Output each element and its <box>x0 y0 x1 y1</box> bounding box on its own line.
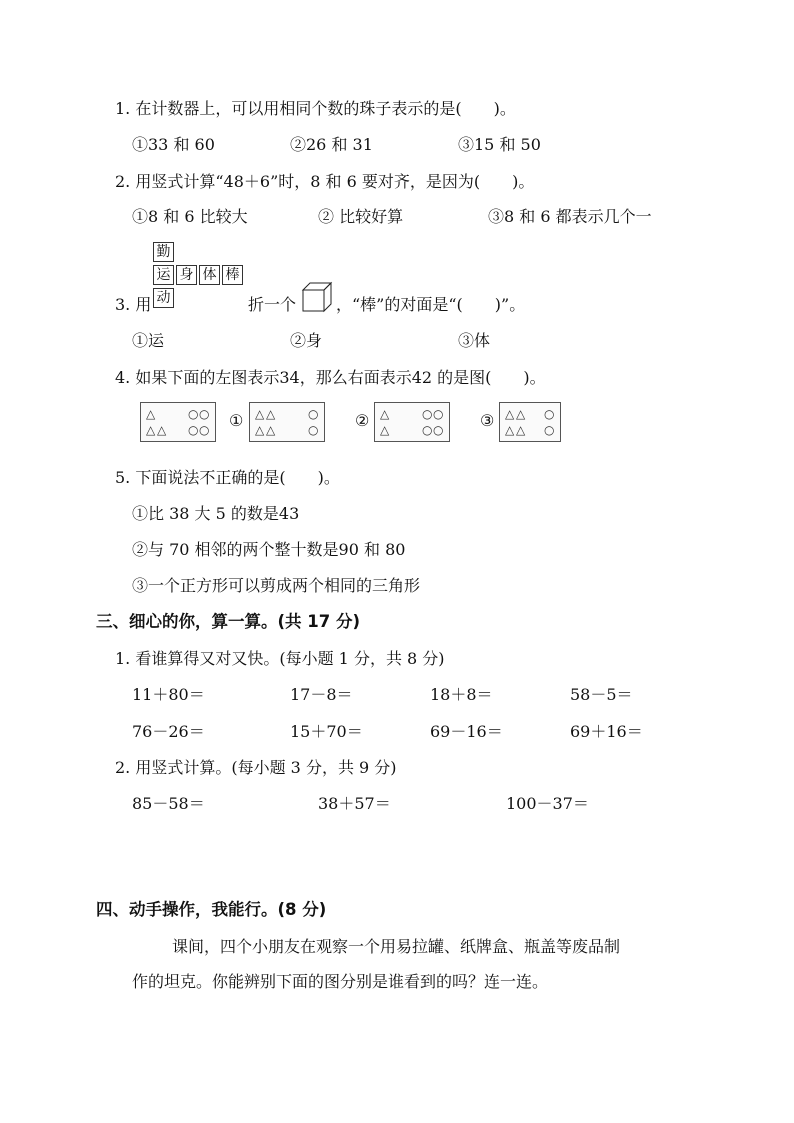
circle-bead-icon: ○ <box>544 423 555 437</box>
circle-bead-icon: ○ <box>199 423 210 437</box>
question-3-prefix: 3. 用 <box>115 295 152 314</box>
q5-option-3[interactable]: ③一个正方形可以剪成两个相同的三角形 <box>132 576 421 595</box>
triangle-bead-icon: △ <box>255 407 265 421</box>
q4-label-1[interactable]: ① <box>229 411 244 430</box>
triangle-bead-icon: △ <box>505 423 515 437</box>
calc-item: 18＋8＝ <box>430 685 493 704</box>
circle-bead-icon: ○ <box>308 423 319 437</box>
circle-bead-icon: ○ <box>188 423 199 437</box>
triangle-bead-icon: △ <box>380 423 390 437</box>
vertical-calc-item: 100－37＝ <box>506 794 589 813</box>
q3-option-1[interactable]: ①运 <box>132 331 165 350</box>
triangle-bead-icon: △ <box>266 423 276 437</box>
triangle-bead-icon: △ <box>146 407 156 421</box>
circle-bead-icon: ○ <box>199 407 210 421</box>
net-cell-yun: 运 <box>153 265 174 285</box>
q3-option-2[interactable]: ②身 <box>290 331 323 350</box>
calc-item: 11＋80＝ <box>132 685 205 704</box>
abacus-figure-left <box>140 402 216 442</box>
q2-option-1[interactable]: ①8 和 6 比较大 <box>132 207 248 226</box>
triangle-bead-icon: △ <box>380 407 390 421</box>
net-cell-ti: 体 <box>199 265 220 285</box>
abacus-figure-2[interactable] <box>374 402 450 442</box>
triangle-bead-icon: △ <box>516 407 526 421</box>
q2-option-3[interactable]: ③8 和 6 都表示几个一 <box>488 207 652 226</box>
question-3-suffix: ，“棒”的对面是“( )”。 <box>336 295 526 314</box>
q1-option-2[interactable]: ②26 和 31 <box>290 135 373 154</box>
circle-bead-icon: ○ <box>188 407 199 421</box>
circle-bead-icon: ○ <box>433 407 444 421</box>
q1-option-3[interactable]: ③15 和 50 <box>458 135 541 154</box>
triangle-bead-icon: △ <box>505 407 515 421</box>
question-4: 4. 如果下面的左图表示34，那么右面表示42 的是图( )。 <box>115 368 546 387</box>
circle-bead-icon: ○ <box>433 423 444 437</box>
q4-label-2[interactable]: ② <box>355 411 370 430</box>
triangle-bead-icon: △ <box>266 407 276 421</box>
question-3-middle: 折一个 <box>248 295 297 314</box>
q4-label-3[interactable]: ③ <box>480 411 495 430</box>
calc-item: 69－16＝ <box>430 722 503 741</box>
triangle-bead-icon: △ <box>516 423 526 437</box>
circle-bead-icon: ○ <box>308 407 319 421</box>
question-1: 1. 在计数器上，可以用相同个数的珠子表示的是( )。 <box>115 99 516 118</box>
vertical-calc-item: 38＋57＝ <box>318 794 391 813</box>
triangle-bead-icon: △ <box>146 423 156 437</box>
q5-option-2[interactable]: ②与 70 相邻的两个整十数是90 和 80 <box>132 540 406 559</box>
net-cell-dong: 动 <box>153 288 174 308</box>
cube-icon <box>300 280 334 314</box>
question-2: 2. 用竖式计算“48＋6”时，8 和 6 要对齐，是因为( )。 <box>115 172 535 191</box>
abacus-figure-3[interactable] <box>499 402 561 442</box>
q1-option-1[interactable]: ①33 和 60 <box>132 135 215 154</box>
calc-item: 15＋70＝ <box>290 722 363 741</box>
calc-item: 58－5＝ <box>570 685 633 704</box>
net-cell-bang: 棒 <box>222 265 243 285</box>
triangle-bead-icon: △ <box>255 423 265 437</box>
q2-option-2[interactable]: ② 比较好算 <box>318 207 404 226</box>
circle-bead-icon: ○ <box>544 407 555 421</box>
calc-item: 69＋16＝ <box>570 722 643 741</box>
calc-item: 17－8＝ <box>290 685 353 704</box>
section-4-paragraph-line-1: 课间，四个小朋友在观察一个用易拉罐、纸牌盒、瓶盖等废品制 <box>172 937 621 956</box>
circle-bead-icon: ○ <box>422 407 433 421</box>
abacus-figure-1[interactable] <box>249 402 325 442</box>
calc-item: 76－26＝ <box>132 722 205 741</box>
triangle-bead-icon: △ <box>157 423 167 437</box>
section-3-title: 三、细心的你，算一算。(共 17 分) <box>96 612 361 631</box>
section-4-paragraph-line-2: 作的坦克。你能辨别下面的图分别是谁看到的吗？连一连。 <box>132 972 549 991</box>
section-3-part-2: 2. 用竖式计算。(每小题 3 分，共 9 分) <box>115 758 397 777</box>
vertical-calc-item: 85－58＝ <box>132 794 205 813</box>
q3-option-3[interactable]: ③体 <box>458 331 491 350</box>
section-3-part-1: 1. 看谁算得又对又快。(每小题 1 分，共 8 分) <box>115 649 445 668</box>
circle-bead-icon: ○ <box>422 423 433 437</box>
net-cell-qin: 勤 <box>153 242 174 262</box>
net-cell-shen: 身 <box>176 265 197 285</box>
section-4-title: 四、动手操作，我能行。(8 分) <box>96 900 327 919</box>
question-5: 5. 下面说法不正确的是( )。 <box>115 468 340 487</box>
q5-option-1[interactable]: ①比 38 大 5 的数是43 <box>132 504 300 523</box>
